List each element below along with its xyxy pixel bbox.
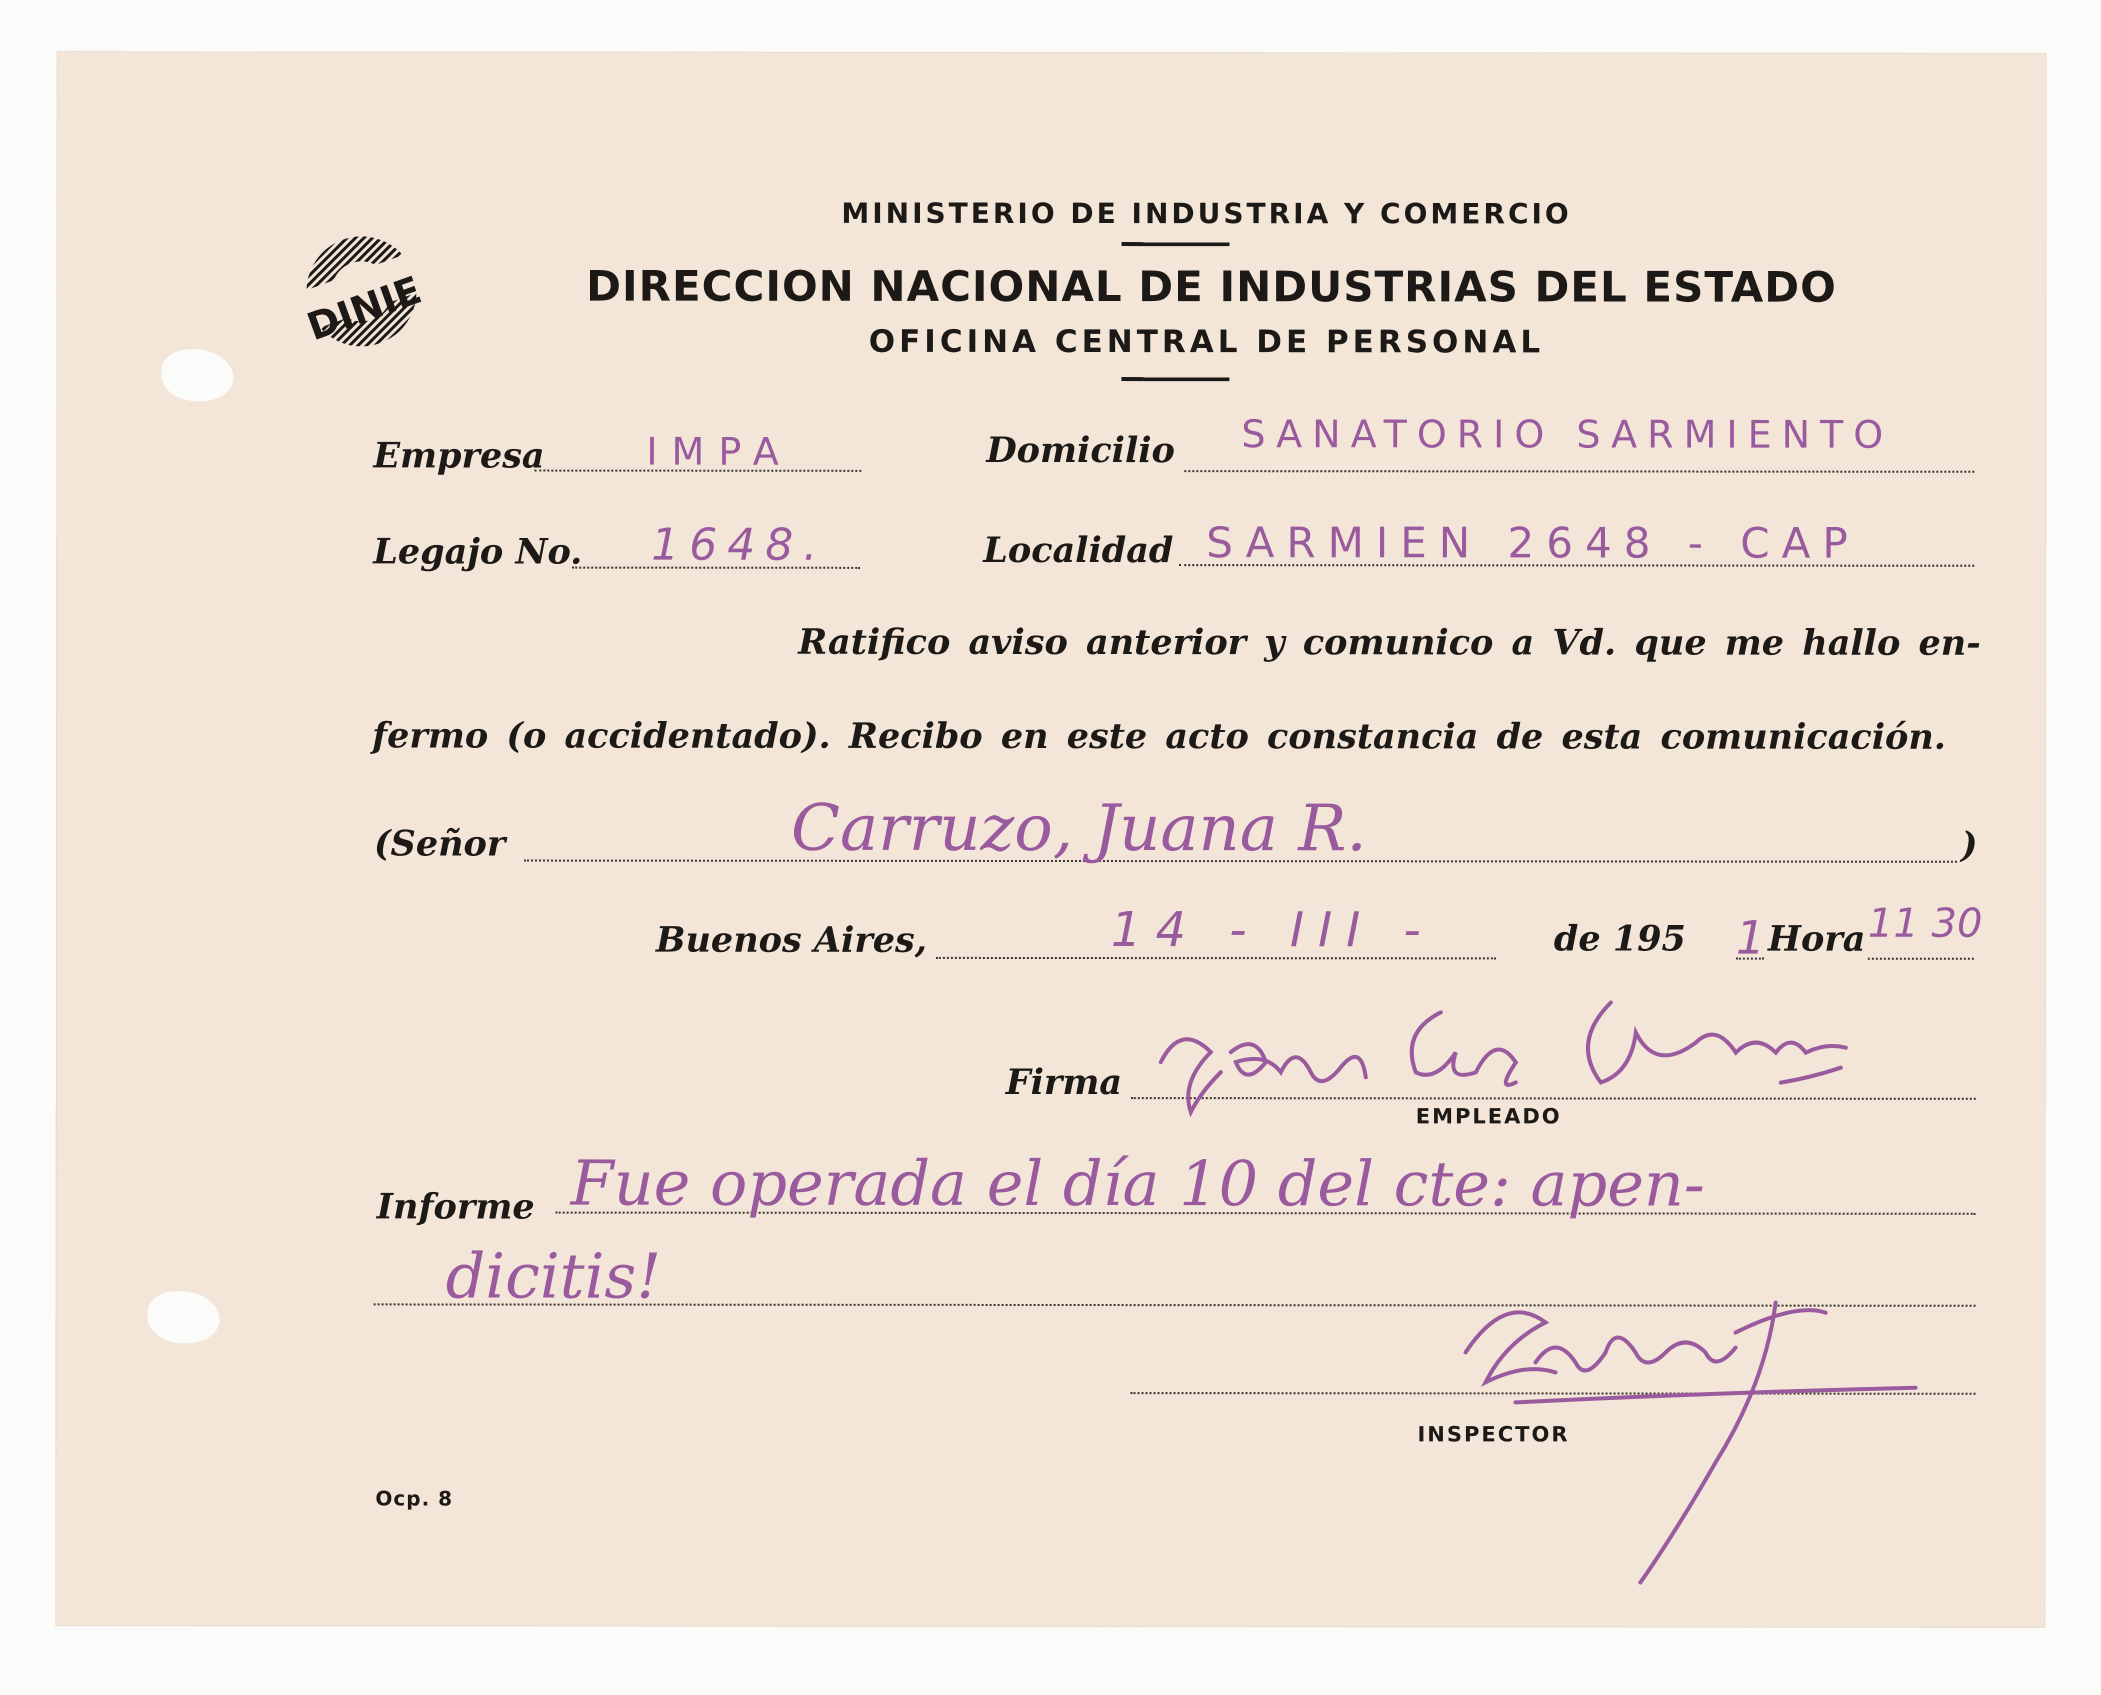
domicilio-line (1184, 470, 1974, 473)
empleado-label: EMPLEADO (1415, 1104, 1562, 1129)
empresa-label: Empresa (373, 435, 545, 477)
punch-hole (161, 349, 233, 401)
form-sheet (55, 51, 2046, 1628)
form-code: Ocp. 8 (375, 1486, 454, 1511)
informe-text-line2: dicitis! (445, 1239, 662, 1313)
divider (1121, 377, 1229, 381)
office-title: OFICINA CENTRAL DE PERSONAL (868, 323, 1545, 361)
empresa-value: IMPA (646, 429, 793, 474)
legajo-value: 1648. (651, 519, 828, 571)
senor-label: (Señor (373, 823, 506, 865)
logo-text: DINIE (301, 267, 428, 350)
city-label: Buenos Aires, (655, 919, 927, 961)
punch-hole (148, 1291, 220, 1343)
senor-close: ) (1960, 824, 1978, 866)
hora-value: 11 30 (1867, 900, 1983, 947)
year-label: de 195 (1553, 918, 1686, 960)
employee-name: Carruzo, Juana R. (790, 791, 1367, 867)
hora-line (1868, 958, 1974, 960)
direction-title: DIRECCION NACIONAL DE INDUSTRIAS DEL ESTADO (586, 261, 1837, 312)
localidad-value: SARMIEN 2648 - CAP (1206, 518, 1860, 568)
notice-text-line2: fermo (o accidentado). Recibo en este acto constancia de esta comunicación. (372, 715, 1946, 758)
informe-label: Informe (376, 1186, 535, 1228)
localidad-label: Localidad (983, 529, 1174, 572)
legajo-label: Legajo No. (373, 531, 583, 573)
ministry-title: MINISTERIO DE INDUSTRIA Y COMERCIO (841, 196, 1572, 231)
firma-label: Firma (1005, 1061, 1123, 1104)
divider (1122, 242, 1230, 246)
dinie-logo (271, 226, 431, 366)
date-value: 14 - III - (1110, 902, 1435, 959)
hora-label: Hora (1767, 918, 1866, 960)
notice-text-line1: Ratifico aviso anterior y comunico a Vd. que me hallo en- (798, 621, 1981, 664)
inspector-signature (1435, 1282, 1995, 1622)
year-value: 1 (1735, 910, 1766, 965)
inspector-label: INSPECTOR (1417, 1422, 1570, 1447)
informe-text-line1: Fue operada el día 10 del cte: apen- (570, 1146, 1705, 1221)
domicilio-label: Domicilio (986, 429, 1175, 472)
domicilio-value: SANATORIO SARMIENTO (1241, 412, 1894, 457)
